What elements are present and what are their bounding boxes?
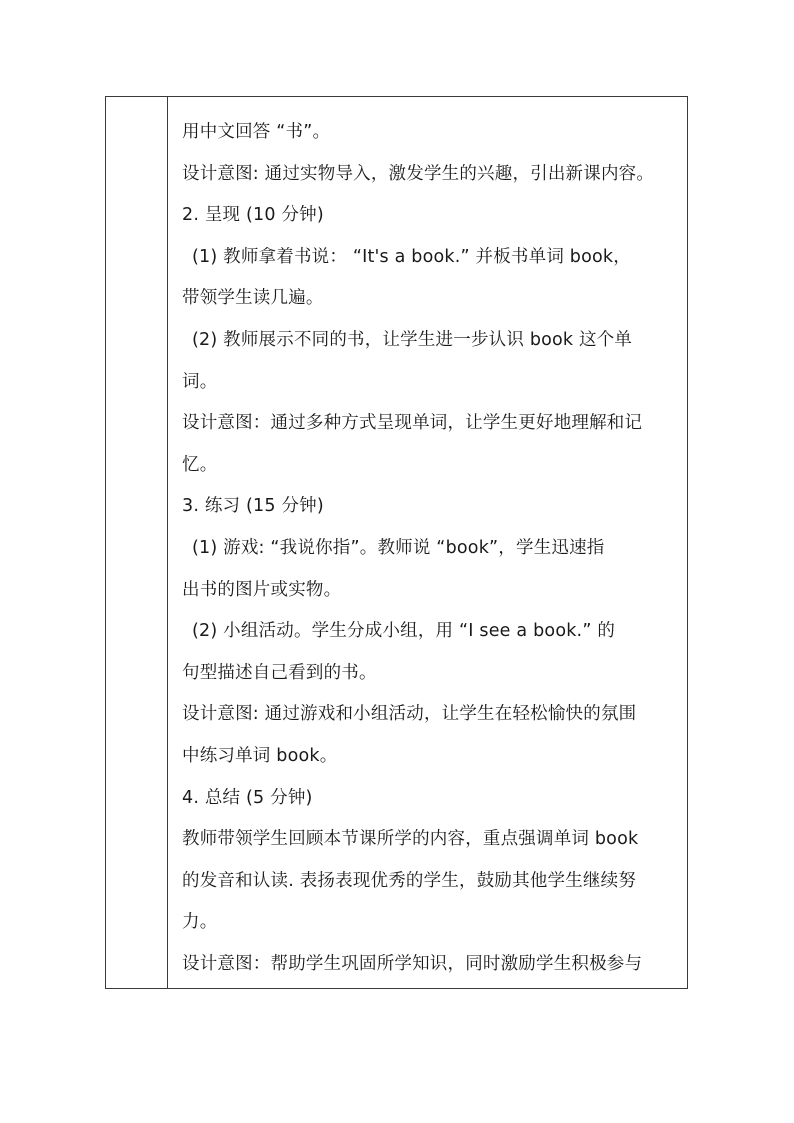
text-line: 设计意图：通过多种方式呈现单词，让学生更好地理解和记 [182,413,643,434]
section-heading: 3. 练习 (15 分钟) [182,496,324,517]
text-line: (2) 小组活动。学生分成小组，用 “I see a book.” 的 [192,621,616,642]
text-line: 设计意图：帮助学生巩固所学知识，同时激励学生积极参与 [182,953,643,974]
text-line: 设计意图: 通过游戏和小组活动，让学生在轻松愉快的氛围 [182,704,637,725]
table-left-column [106,97,168,988]
text-line: 出书的图片或实物。 [182,579,342,600]
text-line: 词。 [182,371,218,392]
text-line: 用中文回答 “书”。 [182,122,331,142]
section-heading: 2. 呈现 (10 分钟) [182,205,324,226]
table-content-cell [168,97,687,988]
text-line: 的发音和认读. 表扬表现优秀的学生，鼓励其他学生继续努 [182,870,637,891]
text-line: 中练习单词 book。 [182,745,338,766]
lesson-plan-table [105,96,688,989]
text-line: 设计意图: 通过实物导入，激发学生的兴趣，引出新课内容。 [182,163,655,184]
text-line: (1) 游戏: “我说你指”。教师说 “book”，学生迅速指 [192,537,605,558]
text-line: 忆。 [182,454,218,475]
text-line: 教师带领学生回顾本节课所学的内容，重点强调单词 book [182,829,639,850]
text-line: (2) 教师展示不同的书，让学生进一步认识 book 这个单 [192,329,633,350]
text-line: (1) 教师拿着书说： “It's a book.” 并板书单词 book， [192,246,631,267]
text-line: 带领学生读几遍。 [182,288,324,309]
text-line: 句型描述自己看到的书。 [182,662,377,683]
text-line: 力。 [182,912,218,933]
section-heading: 4. 总结 (5 分钟) [182,787,313,808]
